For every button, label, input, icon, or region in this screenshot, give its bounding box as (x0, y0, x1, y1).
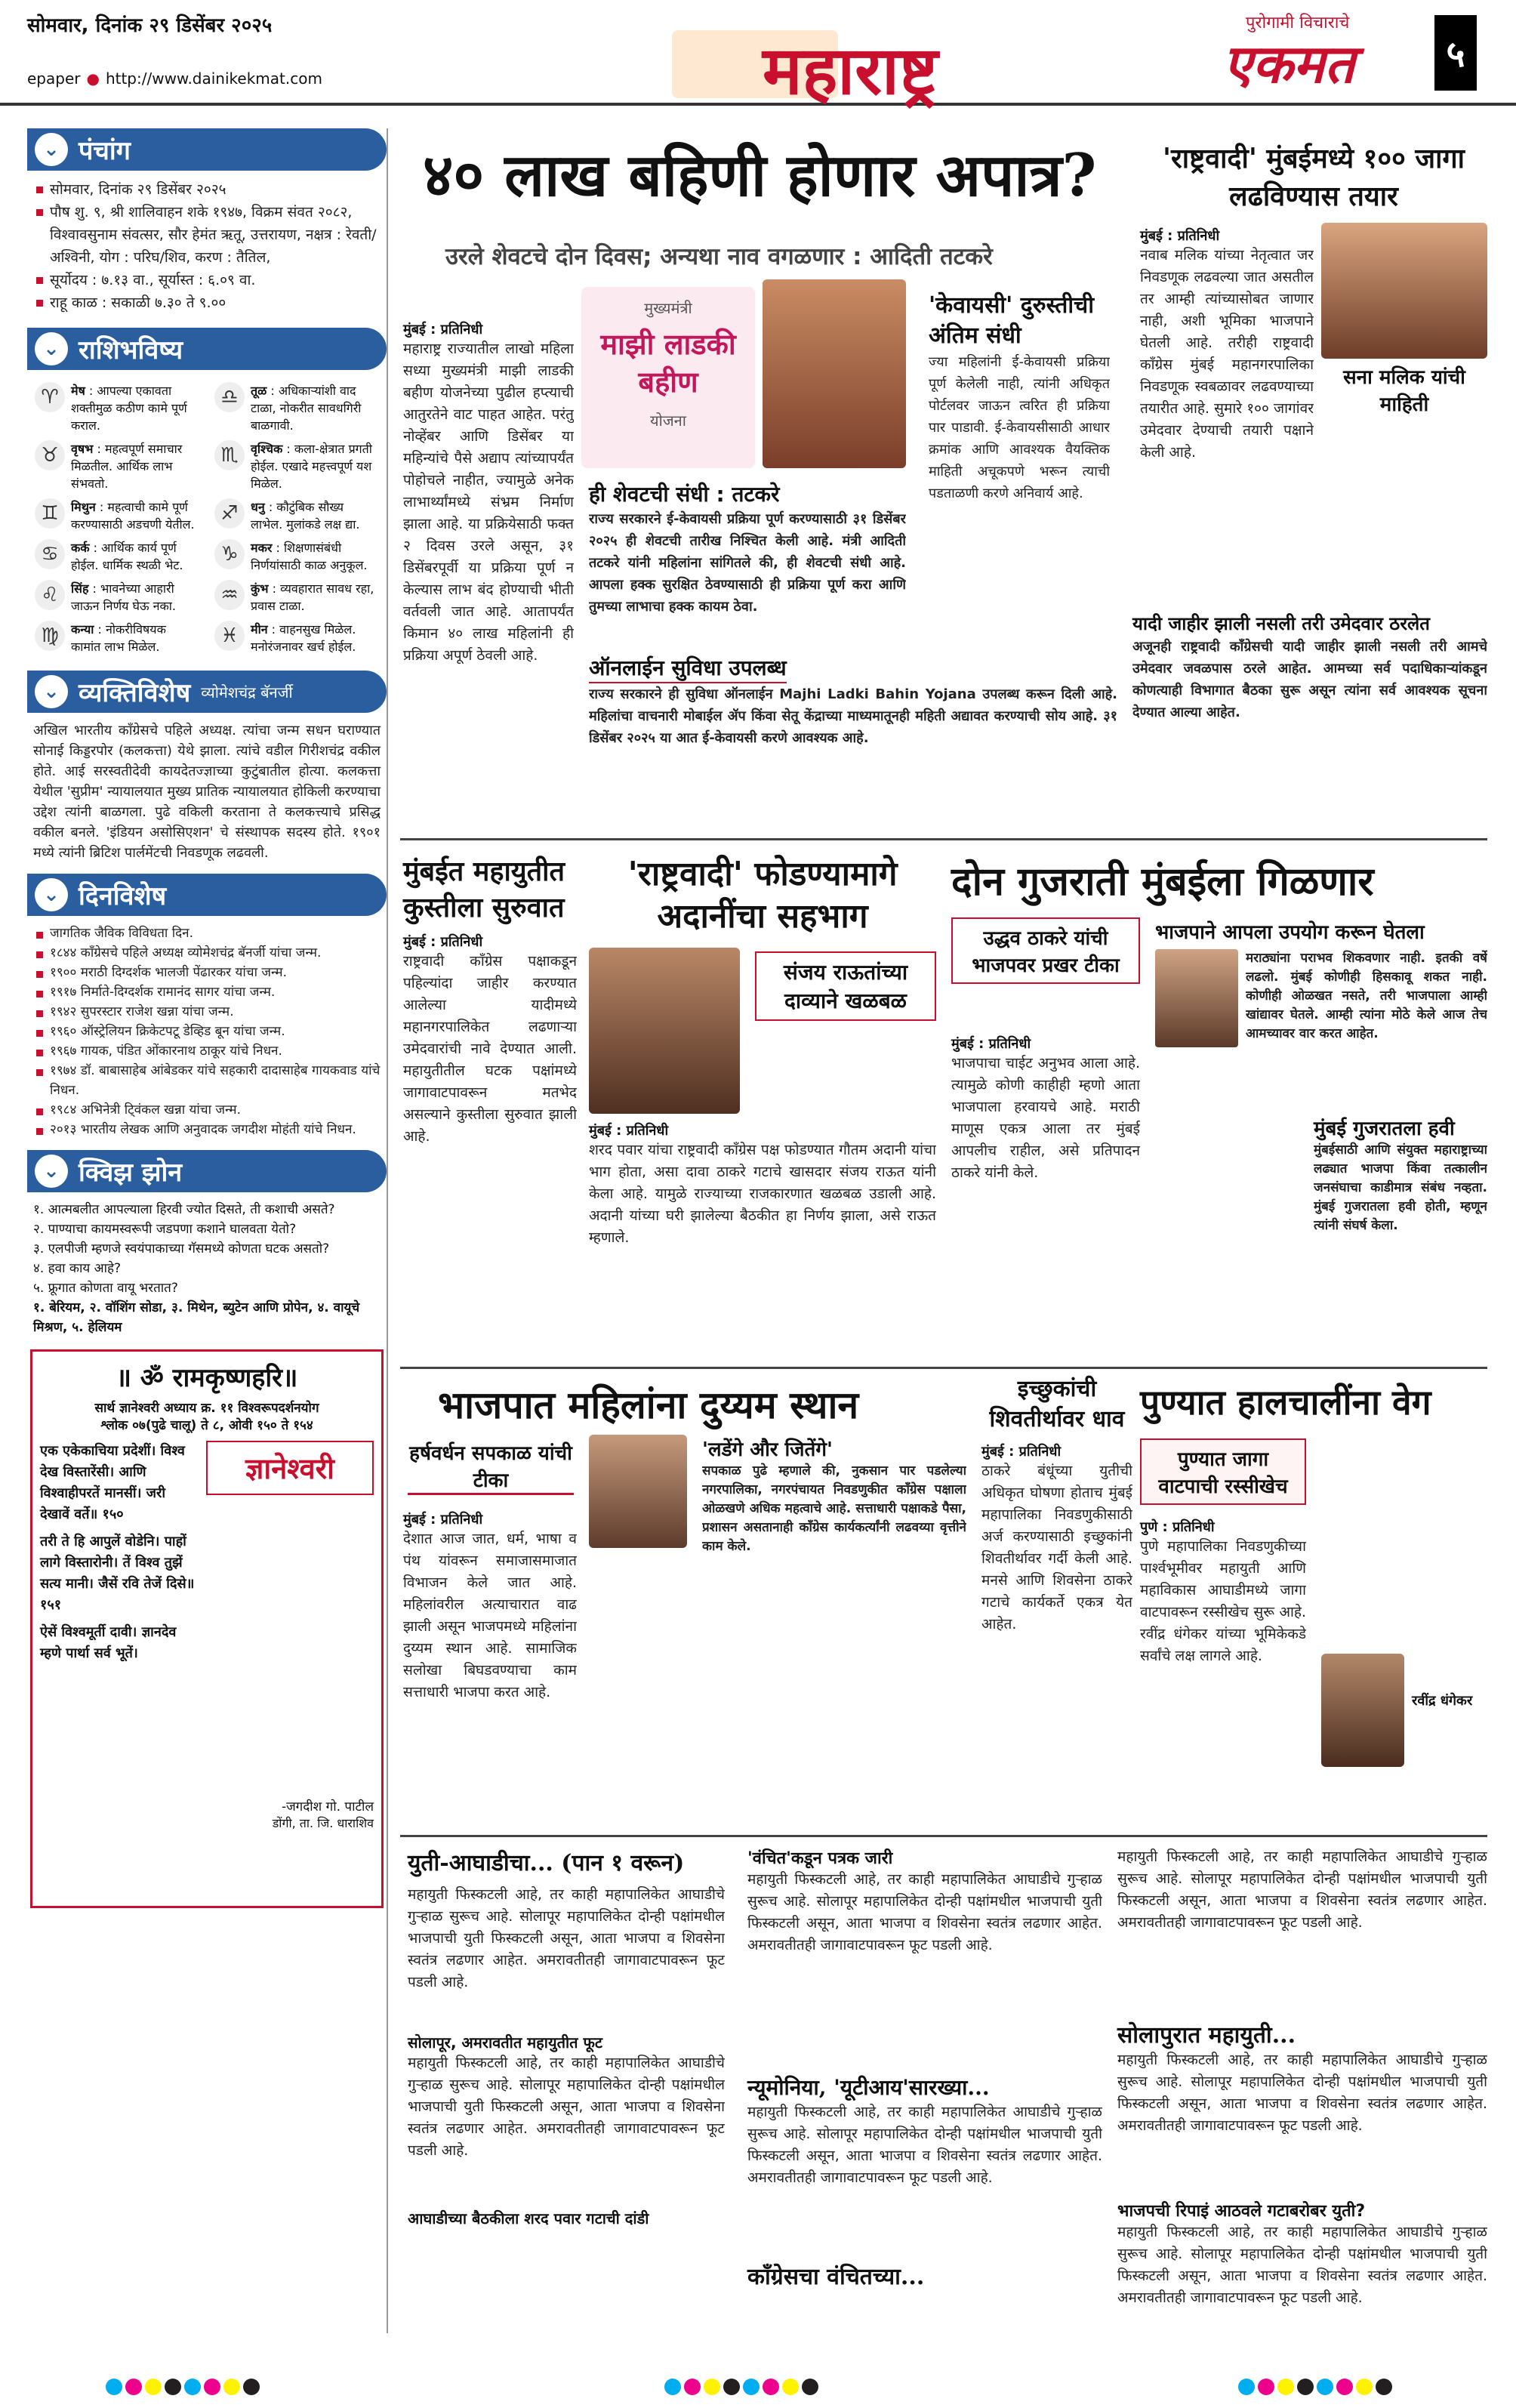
tatkare-box-title: ही शेवटची संधी : तटकरे (589, 482, 780, 507)
color-dot (763, 2379, 779, 2395)
dinvishesh-item: १९६० ऑस्ट्रेलियन क्रिकेटपटू डेव्हिड बून यांचा जन्म. (32, 1022, 382, 1041)
libra-icon: ♎ (214, 382, 245, 412)
adani-byline: मुंबई : प्रतिनिधी (589, 1123, 669, 1139)
dinvishesh-item: १९४२ सुपरस्टार राजेश खन्ना यांचा जन्म. (32, 1002, 382, 1022)
masthead-tagline: पुरोगामी विचाराचे (1246, 14, 1350, 32)
yuti-body-4: महायुती फिस्कटली आहे, तर काही महापालिकेत आघाडीचे गुऱ्हाळ सुरूच आहे. सोलापूर महापालिकेत दोन्ही पक्षांमधील भाजपाची युती फिस्कटली असून, आता भाजपा व शिवसेना स्वतंत्र लढणार आहेत. अमरावतीतही जागावाटपावरून फूट पडली आहे. (747, 2104, 1102, 2186)
epaper-link[interactable]: epaper ● http://www.dainikekmat.com (27, 69, 322, 88)
pune-headline: पुण्यात हालचालींना वेग (1140, 1382, 1431, 1423)
vyakti-header: ⌄ व्यक्तिविशेष व्योमेशचंद्र बॅनर्जी (27, 671, 387, 713)
mumbai-gujarat-text: मुंबईसाठी आणि संयुक्त महाराष्ट्राच्या लढ्यात भाजपा किंवा तत्कालीन जनसंघाचा काडीमात्र संबंध नव्हता. मुंबई गुजरातला हवी होती, म्हणून त्यांनी संघर्ष केला. (1314, 1142, 1487, 1233)
dinvishesh-item: १८४४ काँग्रेसचे पहिले अध्यक्ष व्योमेशचंद्र बॅनर्जी यांचा जन्म. (32, 943, 382, 963)
chevron-down-icon: ⌄ (35, 133, 68, 166)
chevron-down-icon: ⌄ (35, 878, 68, 911)
yuti-body-2: महायुती फिस्कटली आहे, तर काही महापालिकेत आघाडीचे गुऱ्हाळ सुरूच आहे. सोलापूर महापालिकेत दोन्ही पक्षांमधील भाजपाची युती फिस्कटली असून, आता भाजपा व शिवसेना स्वतंत्र लढणार आहेत. अमरावतीतही जागावाटपावरून फूट पडली आहे. (408, 2055, 725, 2159)
divider (400, 1367, 1487, 1369)
section-title: महाराष्ट्र (763, 31, 938, 109)
bjp-women-subhead: हर्षवर्धन सपकाळ यांची टीका (408, 1438, 574, 1495)
color-dot (1238, 2379, 1255, 2395)
kusti-byline: मुंबई : प्रतिनिधी (403, 934, 483, 950)
adani-body: शरद पवार यांचा राष्ट्रवादी काँग्रेस पक्ष फोडण्यात गौतम अदानी यांचा भाग होता, असा दावा ठाकरे गटाचे खासदार संजय राऊत यांनी केला आहे. यामुळे राज्याच्या राजकारणात खळबळ उडाली आहे. अदानी यांच्या घरी झालेल्या बैठकीत हा निर्णय झाला, असे राऊत म्हणाले. (589, 1142, 936, 1246)
rashi-item: ♎ तूळ : अधिकाऱ्यांशी वाद टाळा, नोकरीत सावधगिरी बाळगावी. (214, 382, 379, 434)
ncp-headline: 'राष्ट्रवादी' मुंबईमध्ये १०० जागा लढविण्यास तयार (1163, 143, 1465, 212)
kyc-title: 'केवायसी' दुरुस्तीची अंतिम संधी (929, 292, 1094, 349)
ncp-byline: मुंबई : प्रतिनिधी (1140, 228, 1220, 244)
sana-malik-photo (1321, 223, 1487, 359)
list-text: अजूनही राष्ट्रवादी काँग्रेसची यादी जाहीर झाली नसली तरी आमचे उमेदवार जवळपास ठरले आहेत. आमच्या सर्व पदाधिकाऱ्यांकडून कोणत्याही विभागात बैठका सुरू असून त्यांना सर्व आवश्यक सूचना देण्यात आल्या आहेत. (1132, 639, 1487, 720)
bjp-women-byline: मुंबई : प्रतिनिधी (403, 1512, 483, 1528)
dinvishesh-header: ⌄ दिनविशेष (27, 874, 387, 916)
vyakti-text: अखिल भारतीय काँग्रेसचे पहिले अध्यक्ष. त्यांचा जन्म सधन घराण्यात सोनाई किड्डरपोर (कलकत्ता) येथे झाला. त्यांचे वडील गिरीशचंद्र वकील होते. आई सरस्वतीदेवी कायदेतज्ज्ञाच्या कुटुंबातील होत्या. कलकत्ता येथील 'सुप्रीम' न्यायालयात मुख्य प्रातिक न्यायालयात होकिली करण्याचा उद्देश त्यांनी बाळगला. पुढे वकिली करताना ते कलकत्त्याचे प्रसिद्ध वकील बनले. 'इंडियन असोसिएशन' चे संस्थापक सदस्य होते. १९०१ मध्ये त्यांनी ब्रिटिश पार्लमेंटची निवडणूक लढवली. (33, 723, 381, 861)
sana-malik-caption: सना मलिक यांची माहिती (1343, 366, 1465, 416)
rashi-item: ♓ मीन : वाहनसुख मिळेल. मनोरंजनावर खर्च होईल. (214, 621, 379, 655)
adani-subhead: संजय राऊतांच्या दाव्याने खळबळ (755, 951, 936, 1021)
gujarati-body: भाजपाचा चाईट अनुभव आला आहे. त्यामुळे कोणी काहीही म्हणो आता भाजपाला हरवायचे आहे. मराठी माणूस एकत्र आला तर मुंबई आपलीच राहील, असे प्रतिपादन ठाकरे यांनी केले. (951, 1055, 1140, 1181)
yuti-sub5: काँग्रेसचा वंचितच्या... (747, 2264, 925, 2290)
yuti-sub7: भाजपची रिपाइं आठवले गटाबरोबर युती? (1117, 2202, 1366, 2221)
rashi-item: ♌ सिंह : भावनेच्या आहारी जाऊन निर्णय घेऊ नका. (35, 580, 199, 615)
print-registration-marks (106, 2379, 260, 2395)
color-dot (145, 2379, 162, 2395)
yuti-sub3: 'वंचित'कडून पत्रक जारी (747, 1849, 893, 1868)
color-dot (664, 2379, 681, 2395)
dinvishesh-item: १९०० मराठी दिग्दर्शक भालजी पेंढारकर यांचा जन्म. (32, 963, 382, 982)
taurus-icon: ♉ (35, 440, 65, 470)
gemini-icon: ♊ (35, 498, 65, 529)
color-dot (1356, 2379, 1373, 2395)
shivtirth-body: ठाकरे बंधूंच्या युतीची अधिकृत घोषणा होताच मुंबई महापालिका निवडणुकीसाठी अर्ज करण्यासाठी इच्छुकांनी शिवतीर्थावर गर्दी केली आहे. मनसे आणि शिवसेना ठाकरे गटाचे कार्यकर्ते एकत्र येत आहेत. (981, 1463, 1132, 1633)
color-dot (802, 2379, 818, 2395)
quiz-question: २. पाण्याचा कायमस्वरूपी जडपणा कशाने घालवता येतो? (33, 1222, 297, 1237)
masthead-logo: एकमत (1223, 32, 1355, 95)
color-dot (1376, 2379, 1392, 2395)
quiz-header: ⌄ क्विझ झोन (27, 1150, 387, 1192)
quote-title: 'लडेंगे और जितेंगे' (702, 1438, 833, 1461)
issue-date: सोमवार, दिनांक २९ डिसेंबर २०२५ (27, 14, 273, 37)
shivtirth-byline: मुंबई : प्रतिनिधी (981, 1444, 1062, 1460)
ravindra-dhangekar-photo (1321, 1654, 1404, 1767)
divider (400, 1835, 1487, 1837)
mumbai-gujarat-title: मुंबई गुजरातला हवी (1314, 1118, 1455, 1140)
globe-icon: ● (86, 69, 100, 88)
yuti-body-3: महायुती फिस्कटली आहे, तर काही महापालिकेत आघाडीचे गुऱ्हाळ सुरूच आहे. सोलापूर महापालिकेत दोन्ही पक्षांमधील भाजपाची युती फिस्कटली असून, आता भाजपा व शिवसेना स्वतंत्र लढणार आहेत. अमरावतीतही जागावाटपावरून फूट पडली आहे. (747, 1871, 1102, 1953)
color-dot (1336, 2379, 1353, 2395)
spiritual-author: -जगदीश गो. पाटील (281, 1799, 374, 1814)
dinvishesh-item: १९१७ निर्माते-दिग्दर्शक रामानंद सागर यांचा जन्म. (32, 982, 382, 1002)
rashi-item: ♐ धनु : कौटुंबिक सौख्य लाभेल. मुलांकडे लक्ष द्या. (214, 498, 379, 533)
rashi-item: ♋ कर्क : आर्थिक कार्य पूर्ण होईल. धार्मिक स्थळी भेट. (35, 539, 199, 574)
divider (400, 838, 1487, 840)
kyc-text: ज्या महिलांनी ई-केवायसी प्रक्रिया पूर्ण केलेली नाही, त्यांनी अधिकृत पोर्टलवर जाऊन त्वरित ही प्रक्रिया पार पाडावी. ई-केवायसीसाठी आधार क्रमांक आणि आवश्यक वैयक्तिक माहिती अचूकपणे भरून त्याची पडताळणी करणे अनिवार्य आहे. (929, 354, 1110, 501)
color-dot (1297, 2379, 1314, 2395)
quiz-question: १. आत्मबलीत आपल्याला हिरवी ज्योत दिसते, ती कशाची असते? (33, 1202, 335, 1217)
dhangekar-caption: रवींद्र धंगेकर (1412, 1693, 1473, 1709)
rashi-item: ♑ मकर : शिक्षणासंबंधी निर्णयांसाठी काळ अनुकूल. (214, 539, 379, 574)
quiz-answers: १. बेरियम, २. वॉशिंग सोडा, ३. मिथेन, ब्युटेन आणि प्रोपेन, ४. वायूचे मिश्रण, ५. हेलियम (33, 1300, 360, 1335)
rashi-item: ♏ वृश्चिक : कला-क्षेत्रात प्रगती होईल. एखादे महत्त्वपूर्ण यश मिळेल. (214, 440, 379, 492)
kusti-body: राष्ट्रवादी काँग्रेस पक्षाकडून पहिल्यांदा जाहीर करण्यात आलेल्या यादीमध्ये महानगरपालिकेत लढणाऱ्या उमेदवारांची नावे देण्यात आली. महायुतीतील घटक पक्षांमध्ये जागावाटपावरून मतभेद असल्याने कुस्तीला सुरुवात झाली आहे. (403, 953, 577, 1145)
spiritual-ref: श्लोक ०७(पुढे चालू) ते ८, ओवी १५० ते १५४ (100, 1418, 313, 1433)
sagittarius-icon: ♐ (214, 498, 245, 529)
rashi-item: ♈ मेष : आपल्या एकावता शक्तीमुळ कठीण कामे पूर्ण कराल. (35, 382, 199, 434)
rashi-grid (27, 378, 387, 660)
color-dot (782, 2379, 799, 2395)
list-title: यादी जाहीर झाली नसली तरी उमेदवार ठरलेत (1132, 613, 1430, 634)
aries-icon: ♈ (35, 382, 65, 412)
virgo-icon: ♍ (35, 621, 65, 651)
color-dot (704, 2379, 720, 2395)
aditi-tatkare-photo (763, 279, 906, 468)
page-header (0, 0, 1516, 109)
yuti-sub4: न्यूमोनिया, 'यूटीआय'सारख्या... (747, 2075, 990, 2100)
chevron-down-icon: ⌄ (35, 332, 68, 365)
dinvishesh-item: जागतिक जैविक विविधता दिन. (32, 923, 382, 943)
print-registration-marks (664, 2379, 818, 2395)
bjp-women-headline: भाजपात महिलांना दुय्यम स्थान (438, 1383, 859, 1427)
spiritual-box (30, 1349, 384, 1908)
yuti-sub1: सोलापूर, अमरावतीत महायुतीत फूट (408, 2033, 603, 2052)
pune-byline: पुणे : प्रतिनिधी (1140, 1519, 1215, 1535)
yuti-headline: युती-आघाडीचा... (पान १ वरून) (408, 1850, 685, 1876)
harshvardhan-sapkal-photo (589, 1435, 687, 1548)
gujarati-subhead: उद्धव ठाकरे यांची भाजपवर प्रखर टीका (951, 917, 1140, 984)
pune-subhead: पुण्यात जागा वाटपाची रस्सीखेच (1140, 1438, 1306, 1505)
bjp-women-body: देशात आज जात, धर्म, भाषा व पंथ यांवरून समाजासमाजात विभाजन केले जात आहे. महिलांवरील अत्याचारात वाढ झाली असून भाजपमध्ये महिलांना दुय्यम स्थान आहे. सामाजिक सलोखा बिघडवण्याचा काम सत्ताधारी भाजपा करत आहे. (403, 1531, 577, 1700)
chevron-down-icon: ⌄ (35, 1155, 68, 1188)
panchang-line: पौष शु. ९, श्री शालिवाहन शके १९४७, विक्रम संवत २०८२, विश्वावसुनाम संवत्सर, सौर हेमंत ऋतू, उत्तरायण, नक्षत्र : रेवती/अश्विनी, योग : परिघ/शिव, करण : तैतिल, (32, 201, 382, 269)
dnyaneshwari-logo: ज्ञानेश्वरी (206, 1441, 374, 1495)
color-dot (743, 2379, 760, 2395)
dinvishesh-item: १९७४ डॉ. बाबासाहेब आंबेडकर यांचे सहकारी दादासाहेब गायकवाड यांचे निधन. (32, 1061, 382, 1100)
panchang-line: राहू काळ : सकाळी ७.३० ते ९.०० (32, 291, 382, 314)
lead-deck: उरले शेवटचे दोन दिवस; अन्यथा नाव वगळणार : आदिती तटकरे (445, 243, 993, 270)
color-dot (223, 2379, 240, 2395)
color-dot (1277, 2379, 1294, 2395)
color-dot (106, 2379, 122, 2395)
kusti-headline: मुंबईत महायुतीत कुस्तीला सुरुवात (403, 856, 565, 923)
gujarati-box-text: मराठ्यांना पराभव शिकवणार नाही. इतकी वर्षे लढलो. मुंबई कोणीही हिसकावू शकत नाही. कोणीही ओळखत नसते, तरी भाजपाला आम्ही खांद्यावर घेतले. आम्ही त्यांना मोठे केले आज तेच आमच्यावर वार करत आहेत. (1246, 951, 1487, 1041)
dinvishesh-item: १९६७ गायक, पंडित ओंकारनाथ ठाकूर यांचे निधन. (32, 1041, 382, 1061)
spiritual-title: ॥ ॐ रामकृष्णहरि॥ (116, 1363, 298, 1393)
gujarati-box-title: भाजपाने आपला उपयोग करून घेतला (1155, 921, 1425, 944)
ladki-bahin-logo: मुख्यमंत्री माझी लाडकी बहीण योजना (581, 287, 755, 468)
rashi-item: ♒ कुंभ : व्यवहारात सावध रहा, प्रवास टाळा. (214, 580, 379, 615)
yuti-sub6: सोलापुरात महायुती... (1117, 2022, 1296, 2049)
color-dot (243, 2379, 260, 2395)
dinvishesh-item: २०१३ भारतीय लेखक आणि अनुवादक जगदीश मोहंती यांचे निधन. (32, 1120, 382, 1139)
yuti-body-7: महायुती फिस्कटली आहे, तर काही महापालिकेत आघाडीचे गुऱ्हाळ सुरूच आहे. सोलापूर महापालिकेत दोन्ही पक्षांमधील भाजपाची युती फिस्कटली असून, आता भाजपा व शिवसेना स्वतंत्र लढणार आहेत. अमरावतीतही जागावाटपावरून फूट पडली आहे. (1117, 2224, 1487, 2306)
panchang-header: ⌄ पंचांग (27, 128, 387, 171)
quiz-question: ४. हवा काय आहे? (33, 1261, 122, 1276)
verse: एक एकेकाचिया प्रदेशीं। विश्व देख विस्तारेंसी। आणि विश्वाहीपरतें मानसीं। जरी देखावें वर्ते॥ १५० (40, 1443, 185, 1522)
color-dot (1258, 2379, 1274, 2395)
panchang-line: सूर्योदय : ७.१३ वा., सूर्यास्त : ६.०९ वा. (32, 269, 382, 291)
rashi-item: ♉ वृषभ : महत्वपूर्ण समाचार मिळतील. आर्थिक लाभ संभवतो. (35, 440, 199, 492)
online-text: राज्य सरकारने ही सुविधा ऑनलाईन Majhi Ladki Bahin Yojana उपलब्ध करून दिली आहे. महिलांचा वाचनारी मोबाईल ॲप किंवा सेतू केंद्राच्या माध्यमातूनही महिती अद्यावत करण्याची सोय आहे. ३१ डिसेंबर २०२५ या आत ई-केवायसी करणे आवश्यक आहे. (589, 686, 1117, 746)
yuti-body-6: महायुती फिस्कटली आहे, तर काही महापालिकेत आघाडीचे गुऱ्हाळ सुरूच आहे. सोलापूर महापालिकेत दोन्ही पक्षांमधील भाजपाची युती फिस्कटली असून, आता भाजपा व शिवसेना स्वतंत्र लढणार आहेत. अमरावतीतही जागावाटपावरून फूट पडली आहे. (1117, 2052, 1487, 2134)
yuti-body-5: महायुती फिस्कटली आहे, तर काही महापालिकेत आघाडीचे गुऱ्हाळ सुरूच आहे. सोलापूर महापालिकेत दोन्ही पक्षांमधील भाजपाची युती फिस्कटली असून, आता भाजपा व शिवसेना स्वतंत्र लढणार आहेत. अमरावतीतही जागावाटपावरून फूट पडली आहे. (1117, 1848, 1487, 1931)
page-number: ५ (1434, 15, 1477, 91)
capricorn-icon: ♑ (214, 539, 245, 569)
yuti-body: महायुती फिस्कटली आहे, तर काही महापालिकेत आघाडीचे गुऱ्हाळ सुरूच आहे. सोलापूर महापालिकेत दोन्ही पक्षांमधील भाजपाची युती फिस्कटली असून, आता भाजपा व शिवसेना स्वतंत्र लढणार आहेत. अमरावतीतही जागावाटपावरून फूट पडली आहे. (408, 1886, 725, 1990)
dinvishesh-item: १९८४ अभिनेत्री टि्‌वंकल खन्ना यांचा जन्म. (32, 1100, 382, 1120)
quote-text: सपकाळ पुढे म्हणाले की, नुकसान पार पडलेल्या नगरपालिका, नगरपंचायत निवडणुकीत काँग्रेस पक्षाला ओळखणे अधिक महत्वाचे आहे. सत्ताधारी पक्षाकडे पैसा, प्रशासन असतानाही काँग्रेस कार्यकर्त्यांनी लढवय्या वृत्तीने काम केले. (702, 1463, 966, 1554)
lead-body: महाराष्ट्र राज्यातील लाखो महिला सध्या मुख्यमंत्री माझी लाडकी बहीण योजनेच्या पुढील हप्त्याची आतुरतेने वाट पाहत आहेत. परंतु नोव्हेंबर आणि डिसेंबर या महिन्यांचे पैसे अद्याप त्यांच्यापर्यंत पोहोचले नाहीत, ज्यामुळे अनेक लाभार्थ्यांमध्ये संभ्रम निर्माण झाला आहे. या प्रक्रियेसाठी फक्त २ दिवस उरले असून, ३१ डिसेंबरपूर्वी या प्रक्रिया पूर्ण न केल्यास लाभ बंद होण्याची भीती वर्तवली जात आहे. आतापर्यंत किमान ४० लाख महिलांनी ही प्रक्रिया अपूर्ण ठेवली आहे. (403, 341, 574, 664)
gujarati-headline: दोन गुजराती मुंबईला गिळणार (951, 859, 1374, 905)
gujarati-byline: मुंबई : प्रतिनिधी (951, 1036, 1031, 1052)
adani-headline: 'राष्ट्रवादी' फोडण्यामागे अदानींचा सहभाग (627, 855, 898, 936)
color-dot (684, 2379, 701, 2395)
yuti-sub2: आघाडीच्या बैठकीला शरद पवार गटाची दांडी (408, 2209, 649, 2228)
color-dot (1317, 2379, 1333, 2395)
spiritual-place: डोंगी, ता. जि. धाराशिव (272, 1816, 374, 1830)
pisces-icon: ♓ (214, 621, 245, 651)
rashi-item: ♍ कन्या : नोकरीविषयक कामांत लाभ मिळेल. (35, 621, 199, 655)
scorpio-icon: ♏ (214, 440, 245, 470)
color-dot (125, 2379, 142, 2395)
cancer-icon: ♋ (35, 539, 65, 569)
verse: ऐसें विश्वमूर्ती दावी। ज्ञानदेव म्हणे पार्था सर्व भूतें। (40, 1624, 177, 1661)
left-sidebar (27, 128, 388, 2333)
lead-headline: ४० लाख बहिणी होणार अपात्र? (423, 141, 1097, 210)
print-registration-marks (1238, 2379, 1392, 2395)
lead-byline: मुंबई : प्रतिनिधी (403, 322, 483, 338)
quiz-question: ३. एलपीजी म्हणजे स्वयंपाकाच्या गॅसमध्ये कोणता घटक असतो? (33, 1241, 330, 1256)
color-dot (184, 2379, 201, 2395)
tatkare-box-text: राज्य सरकारने ई-केवायसी प्रक्रिया पूर्ण करण्यासाठी ३१ डिसेंबर २०२५ ही शेवटची तारीख निश्चित केली आहे. मंत्री आदिती तटकरे यांनी महिलांना सांगितले की, ही शेवटची संधी आहे. आपला हक्क सुरक्षित ठेवण्यासाठी ही प्रक्रिया पूर्ण करा आणि तुमच्या लाभाचा हक्क कायम ठेवा. (589, 511, 906, 615)
sanjay-raut-photo (589, 948, 740, 1114)
quiz-question: ५. फ्रूगात कोणता वायू भरतात? (33, 1281, 178, 1296)
verse: तरी ते हि आपुलें वोडेनि। पाहों लागे विस्तारोनी। तें विश्व तुझें सत्य मानी। जैसें रवि तेजें दिसे॥ १५१ (40, 1534, 195, 1613)
spiritual-subtitle: सार्थ ज्ञानेश्वरी अध्याय क्र. ११ विश्वरूपदर्शनयोग (94, 1401, 319, 1416)
color-dot (204, 2379, 220, 2395)
rashi-item: ♊ मिथुन : महत्वाची कामे पूर्ण करण्यासाठी अडचणी येतील. (35, 498, 199, 533)
rashi-header: ⌄ राशिभविष्य (27, 328, 387, 370)
leo-icon: ♌ (35, 580, 65, 610)
ncp-body: नवाब मलिक यांच्या नेतृत्वात जर निवडणूक लढवल्या जात असतील तर आम्ही त्यांच्यासोबत जाणार नाही, अशी भूमिका भाजपाने घेतली आहे. तरीही राष्ट्रवादी काँग्रेस मुंबई महानगरपालिका निवडणूक स्वबळावर लढवण्याच्या तयारीत आहे. सुमारे १०० जागांवर उमेदवार देण्याची तयारी पक्षाने केली आहे. (1140, 247, 1314, 461)
color-dot (723, 2379, 740, 2395)
chevron-down-icon: ⌄ (35, 675, 68, 708)
shivtirth-headline: इच्छुकांची शिवतीर्थावर धाव (989, 1376, 1125, 1432)
color-dot (165, 2379, 181, 2395)
aquarius-icon: ♒ (214, 580, 245, 610)
pune-body: पुणे महापालिका निवडणुकीच्या पार्श्वभूमीवर महायुती आणि महाविकास आघाडीमध्ये जागा वाटपावरून रस्सीखेच सुरू आहे. रवींद्र धंगेकर यांच्या भूमिकेकडे सर्वांचे लक्ष लागले आहे. (1140, 1538, 1306, 1664)
online-title: ऑनलाईन सुविधा उपलब्ध (589, 653, 787, 683)
uddhav-thackeray-photo (1155, 949, 1238, 1047)
panchang-line: सोमवार, दिनांक २९ डिसेंबर २०२५ (32, 178, 382, 201)
